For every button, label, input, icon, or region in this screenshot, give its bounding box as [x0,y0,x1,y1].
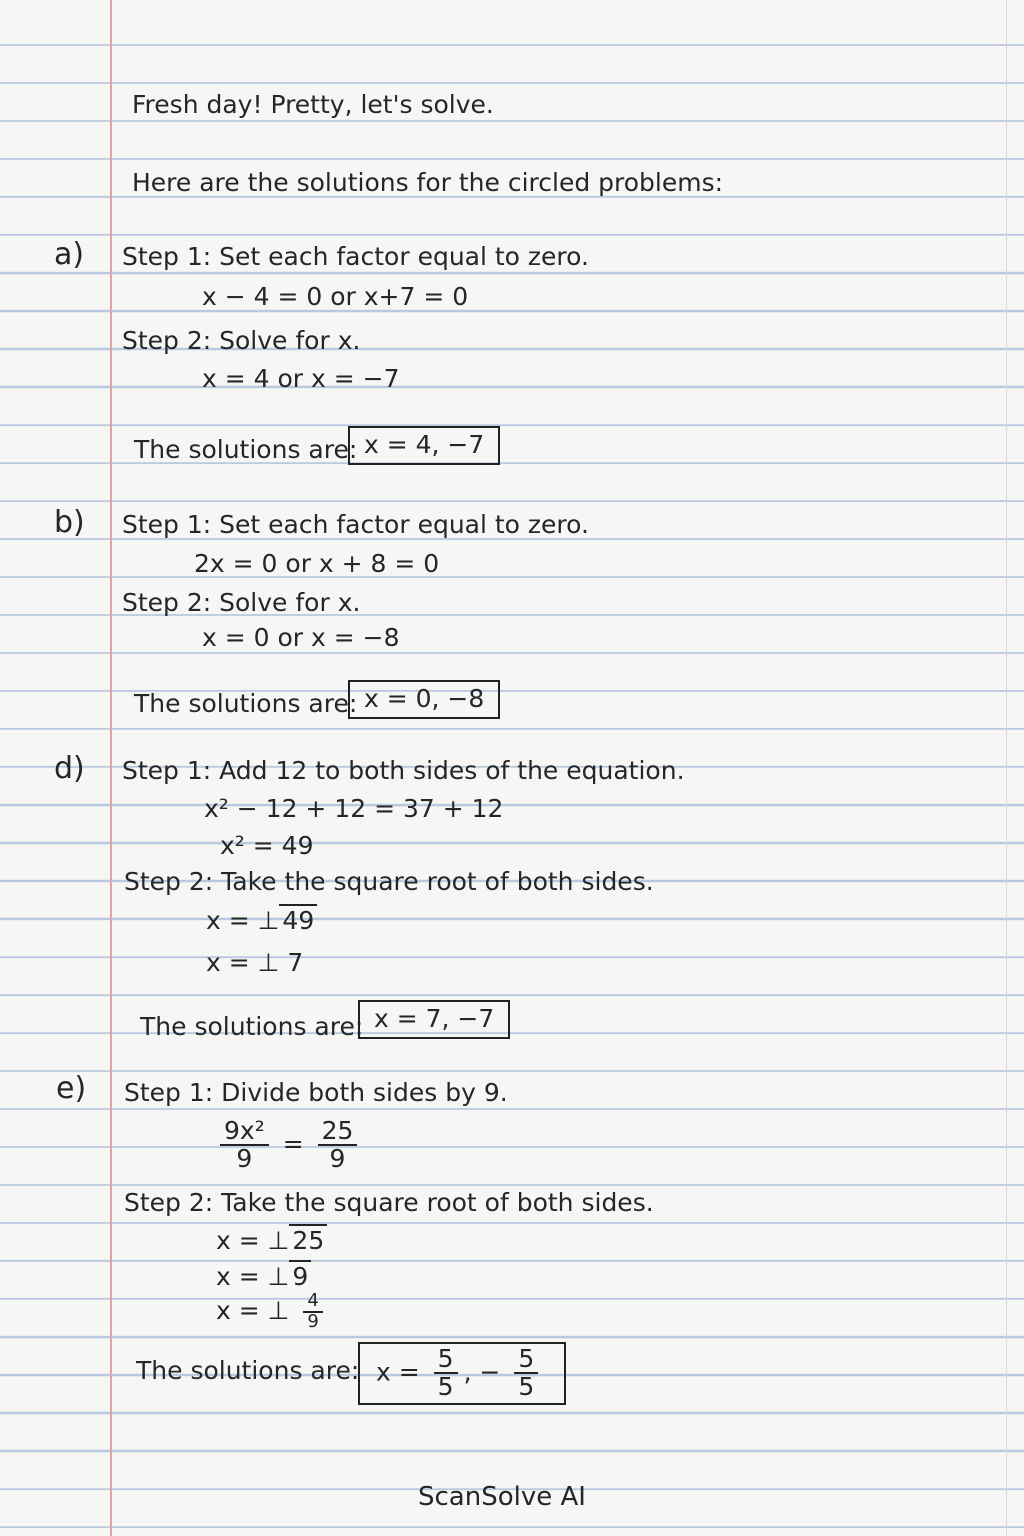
fraction-small-denominator: 9 [307,1310,319,1332]
problem-d-equation-2 [206,908,317,933]
problem-a-equation-2: x = 4 or x = −7 [202,364,400,393]
problem-label-e: e) [56,1071,87,1106]
problem-d-equation-1b: x² = 49 [220,831,314,860]
problem-e-step-2: Step 2: Take the square root of both sides. [124,1188,654,1217]
problem-b-solutions-label: The solutions are: [134,689,358,718]
answer-separator: , − [463,1357,501,1387]
problem-b-step-1: Step 1: Set each factor equal to zero. [122,510,589,539]
right-rule [1006,0,1007,1536]
answer-prefix: x = [376,1357,420,1387]
problem-b-equation-2: x = 0 or x = −8 [202,623,400,652]
problem-d-answer-box: x = 7, −7 [358,1000,510,1039]
margin-line [110,0,112,1536]
answer-fraction-1 [434,1346,458,1401]
problem-e-eq2-prefix: x = ⊥ [216,1226,290,1255]
answer-fraction-1-denominator: 5 [437,1372,454,1402]
problem-d-equation-1: x² − 12 + 12 = 37 + 12 [204,794,504,823]
answer-fraction-2-denominator: 5 [518,1372,535,1402]
intro-line-2: Here are the solutions for the circled problems: [132,168,724,197]
problem-e-step-1: Step 1: Divide both sides by 9. [124,1078,508,1107]
problem-b-step-2: Step 2: Solve for x. [122,588,361,617]
problem-a-solutions-label: The solutions are: [134,435,358,464]
problem-d-eq2-prefix: x = ⊥ [206,906,280,935]
fraction-small [303,1292,322,1332]
problem-label-b: b) [54,505,85,540]
problem-e-eq2c-prefix: x = ⊥ [216,1295,290,1325]
problem-a-equation-1: x − 4 = 0 or x+7 = 0 [202,282,469,311]
fraction-left-denominator: 9 [236,1144,253,1174]
answer-fraction-2 [514,1346,538,1401]
intro-line-1: Fresh day! Pretty, let's solve. [132,90,494,119]
problem-b-equation-1: 2x = 0 or x + 8 = 0 [194,549,440,578]
problem-a-answer-box: x = 4, −7 [348,426,500,465]
problem-e-solutions-label: The solutions are: [136,1356,360,1385]
sqrt-radicand: 49 [279,904,317,935]
problem-e-equation-2b [216,1264,311,1289]
problem-e-eq2b-prefix: x = ⊥ [216,1262,290,1291]
sqrt-radicand: 9 [289,1260,311,1291]
problem-d-solutions-label: The solutions are: [140,1012,364,1041]
problem-a-step-1: Step 1: Set each factor equal to zero. [122,242,589,271]
footer-watermark: ScanSolve AI [418,1482,586,1512]
problem-d-step-1: Step 1: Add 12 to both sides of the equation. [122,756,685,785]
problem-e-equation-2 [216,1228,327,1253]
problem-d-step-2: Step 2: Take the square root of both sides. [124,867,654,896]
fraction-left-numerator: 9x² [220,1118,269,1146]
fraction-right-denominator: 9 [329,1144,346,1174]
fraction-right-numerator: 25 [318,1118,358,1146]
fraction-left [220,1118,269,1173]
problem-d-equation-2b: x = ⊥ 7 [206,948,304,977]
problem-label-d: d) [54,751,85,786]
problem-label-a: a) [54,237,85,272]
problem-e-fraction-equation [214,1118,363,1173]
problem-e-answer-box [358,1342,566,1405]
problem-e-equation-2c [216,1292,329,1332]
problem-a-step-2: Step 2: Solve for x. [122,326,361,355]
fraction-small-numerator: 4 [303,1292,322,1313]
problem-b-answer-box: x = 0, −8 [348,680,500,719]
fraction-equals: = [282,1129,304,1159]
answer-fraction-2-numerator: 5 [514,1346,538,1374]
answer-fraction-1-numerator: 5 [434,1346,458,1374]
sqrt-radicand: 25 [289,1224,327,1255]
fraction-right [318,1118,358,1173]
